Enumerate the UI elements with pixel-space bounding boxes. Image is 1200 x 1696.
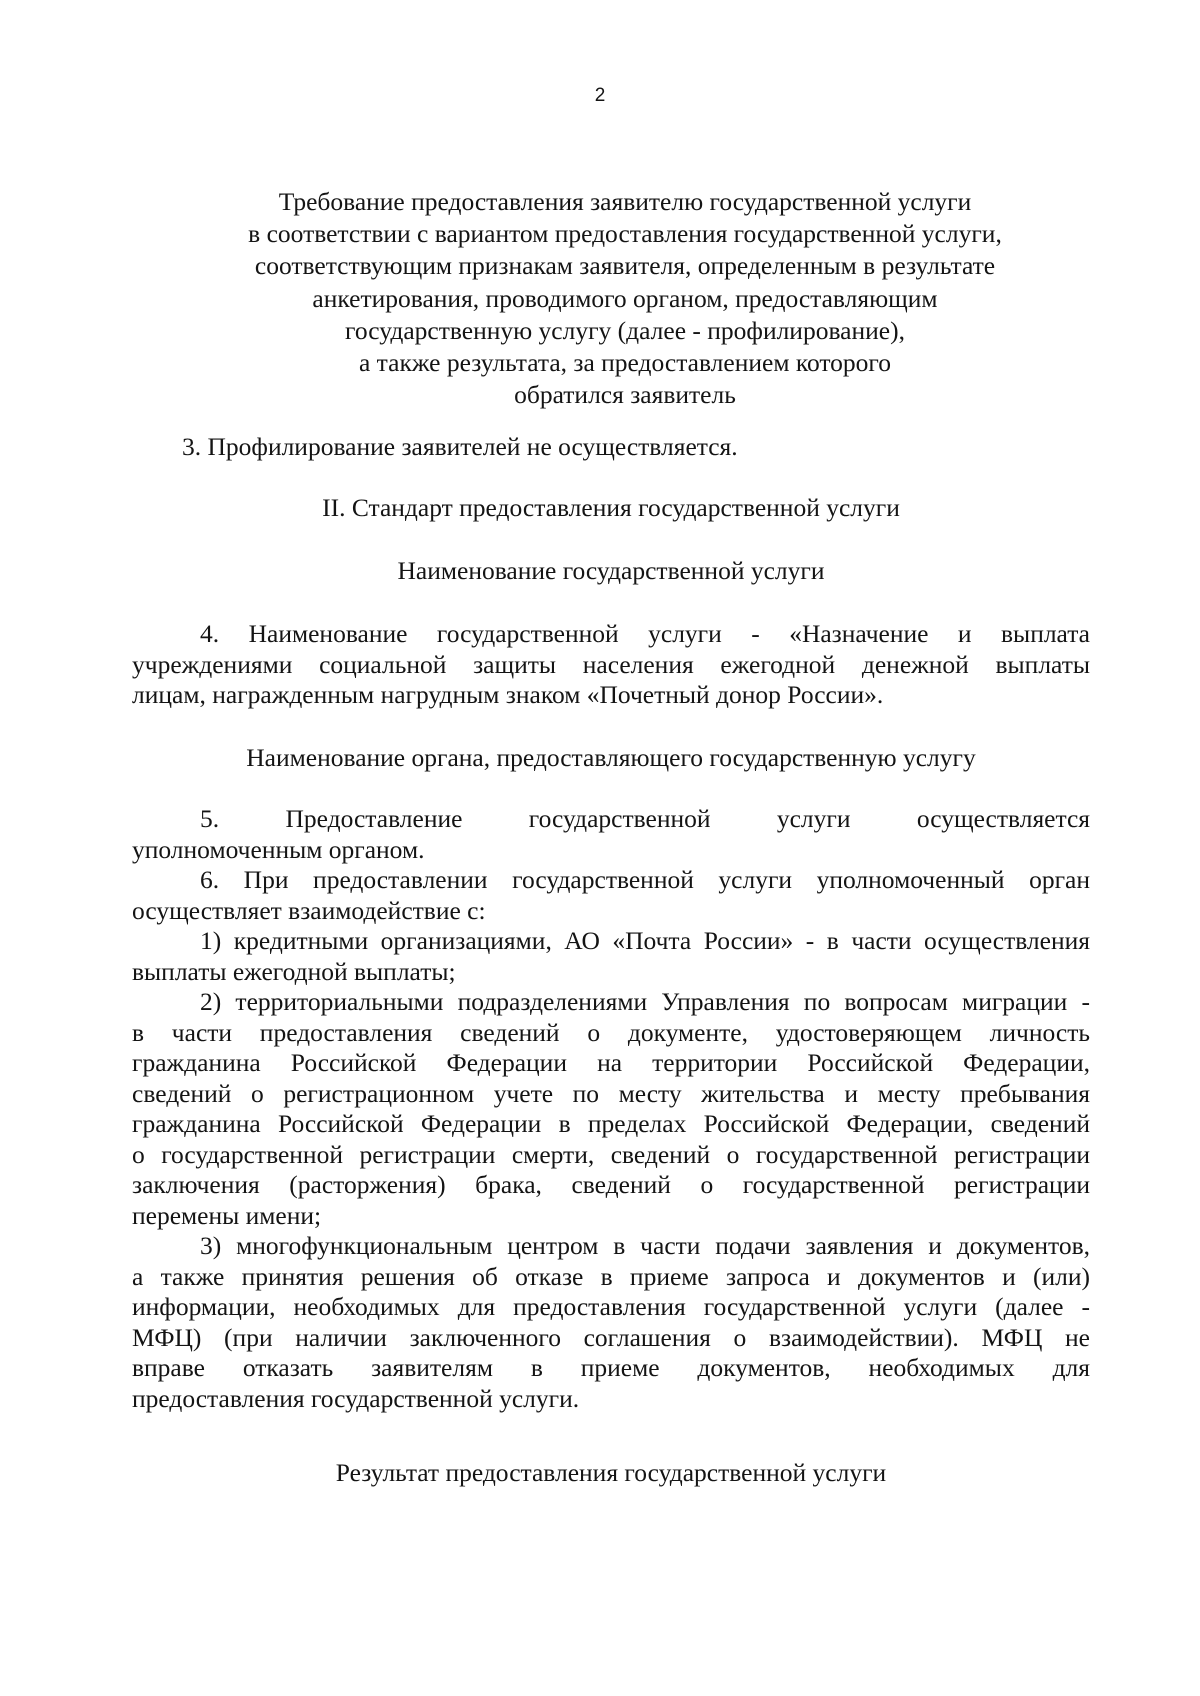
- list-item-3: [132, 1231, 1090, 1414]
- paragraph-line: 2) территориальными подразделениями Управления по вопросам миграции -: [200, 987, 1090, 1016]
- subheading-service-result: Результат предоставления государственной услуги: [335, 1458, 887, 1487]
- paragraph-4: [132, 619, 1090, 711]
- paragraph-line: МФЦ) (при наличии заключенного соглашения о взаимодействии). МФЦ не: [132, 1322, 1090, 1352]
- list-item-2: [132, 987, 1090, 1231]
- subheading-service-name: Наименование государственной услуги: [397, 556, 825, 585]
- paragraph-line: предоставления государственной услуги.: [132, 1383, 580, 1413]
- paragraph-line: о государственной регистрации смерти, сведений о государственной регистрации: [132, 1139, 1090, 1169]
- paragraph-line: в части предоставления сведений о документе, удостоверяющем личность: [132, 1017, 1090, 1047]
- paragraph-line: лицам, награжденным нагрудным знаком «Почетный донор России».: [132, 680, 884, 709]
- list-item-1: [132, 926, 1090, 987]
- paragraph-line: выплаты ежегодной выплаты;: [132, 956, 456, 986]
- title-line: анкетирования, проводимого органом, предоставляющим: [312, 283, 938, 313]
- section-2-heading: II. Стандарт предоставления государственной услуги: [322, 493, 900, 522]
- paragraph-line: а также принятия решения об отказе в приеме запроса и документов и (или): [132, 1261, 1090, 1291]
- section-title: [160, 186, 1090, 411]
- paragraph-3: [132, 432, 1090, 463]
- paragraph-line: 3) многофункциональным центром в части подачи заявления и документов,: [200, 1231, 1090, 1260]
- paragraph-line: уполномоченным органом.: [132, 834, 425, 864]
- page-number: 2: [594, 85, 606, 106]
- paragraph-line: перемены имени;: [132, 1200, 322, 1230]
- paragraph-line: информации, необходимых для предоставления государственной услуги (далее -: [132, 1292, 1090, 1321]
- title-line: в соответствии с вариантом предоставления государственной услуги,: [248, 219, 1002, 249]
- subheading-authority: Наименование органа, предоставляющего государственную услугу: [246, 743, 976, 772]
- paragraph-line: учреждениями социальной защиты населения ежегодной денежной выплаты: [132, 649, 1090, 679]
- title-line: соответствующим признакам заявителя, определенным в результате: [254, 251, 996, 281]
- paragraph-line: гражданина Российской Федерации на территории Российской Федерации,: [132, 1048, 1090, 1077]
- paragraph-6: [132, 865, 1090, 926]
- title-line: Требование предоставления заявителю государственной услуги: [278, 187, 972, 216]
- paragraph-line: 5. Предоставление государственной услуги осуществляется: [200, 804, 1090, 833]
- paragraph-line: гражданина Российской Федерации в пределах Российской Федерации, сведений: [132, 1109, 1090, 1138]
- paragraph-line: осуществляет взаимодействие с:: [132, 895, 486, 925]
- paragraph-line: вправе отказать заявителям в приеме документов, необходимых для: [132, 1353, 1090, 1382]
- paragraph-line: 4. Наименование государственной услуги - «Назначение и выплата: [200, 619, 1090, 648]
- paragraph-line: сведений о регистрационном учете по месту жительства и месту пребывания: [132, 1078, 1090, 1108]
- title-line: а также результата, за предоставлением которого: [358, 348, 891, 378]
- paragraph-5: [132, 804, 1090, 865]
- title-line: обратился заявитель: [514, 380, 736, 410]
- paragraph-line: 3. Профилирование заявителей не осуществляется.: [182, 432, 738, 461]
- title-line: государственную услугу (далее - профилирование),: [345, 315, 905, 345]
- paragraph-line: заключения (расторжения) брака, сведений о государственной регистрации: [132, 1170, 1090, 1199]
- paragraph-line: 6. При предоставлении государственной услуги уполномоченный орган: [200, 865, 1090, 894]
- paragraph-line: 1) кредитными организациями, АО «Почта России» - в части осуществления: [200, 926, 1090, 955]
